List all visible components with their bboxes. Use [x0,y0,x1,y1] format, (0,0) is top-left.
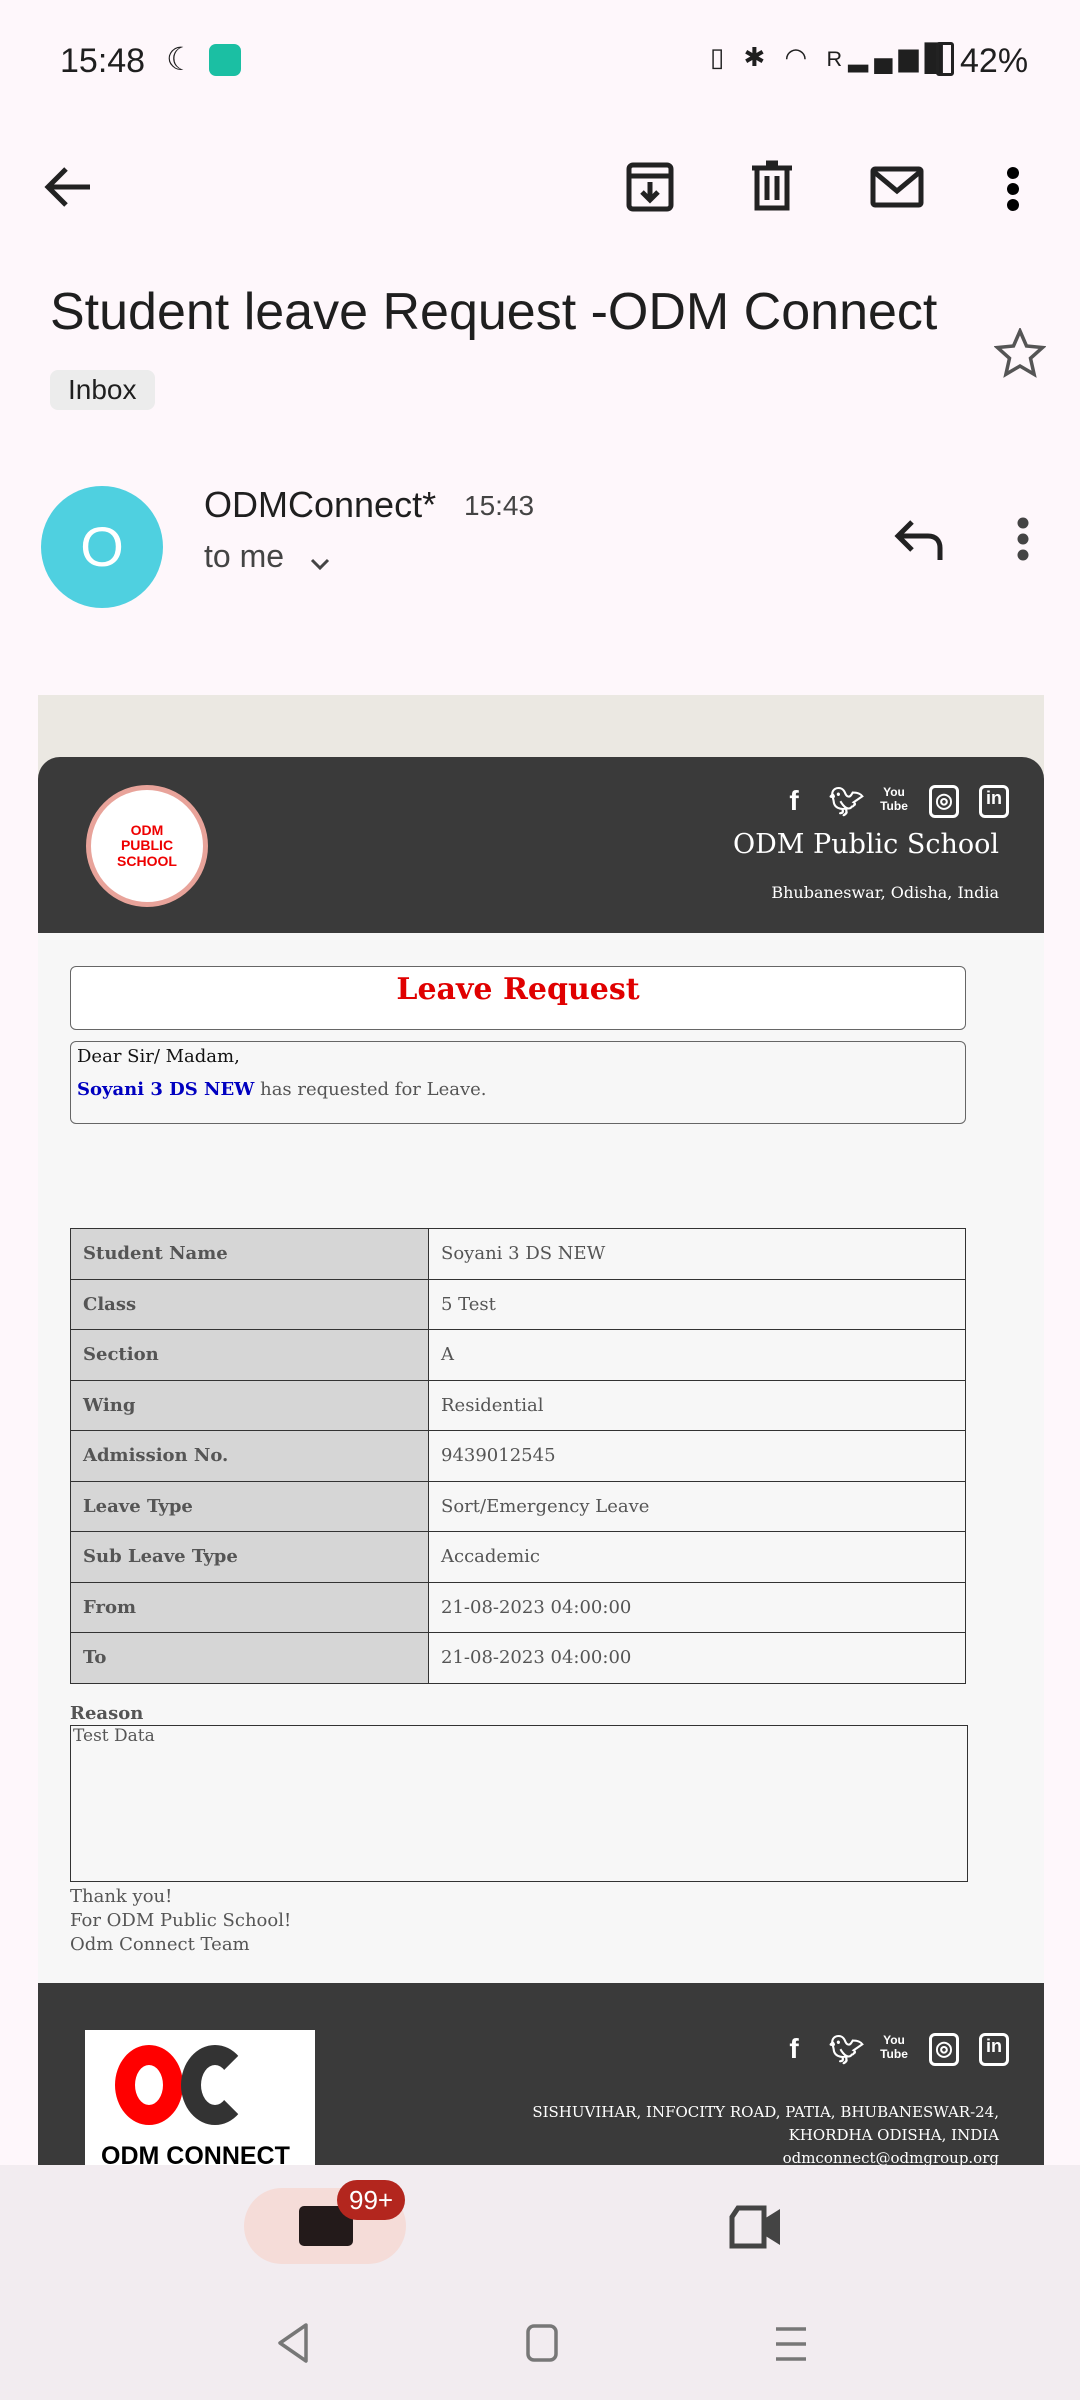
leave-content [38,933,1044,1983]
footer-address: SISHUVIHAR, INFOCITY ROAD, PATIA, BHUBANESWAR-24, KHORDHA ODISHA, INDIA odmconnect@odmgroup.org [532,2101,999,2165]
reason-box: Test Data [70,1725,968,1882]
mark-unread-icon[interactable] [870,166,924,208]
footer-social-icons [779,2033,1009,2066]
battery-icon [936,42,954,76]
linkedin-icon[interactable]: in [979,2033,1009,2066]
student-highlight: Soyani 3 DS NEW [77,1079,255,1100]
avatar[interactable]: O [41,486,163,608]
meet-video-icon[interactable] [728,2205,784,2249]
field-value: Accademic [429,1532,966,1583]
field-value: 9439012545 [429,1431,966,1482]
leave-request-heading: Leave Request [70,966,966,1030]
school-name: ODM Public School [733,829,999,860]
greeting: Dear Sir/ Madam, [77,1046,240,1067]
school-logo: ODM PUBLIC SCHOOL [86,785,208,907]
school-location: Bhubaneswar, Odisha, India [771,883,999,902]
field-value: Sort/Emergency Leave [429,1481,966,1532]
field-label: Leave Type [71,1481,429,1532]
system-home-icon[interactable] [526,2324,560,2364]
odm-connect-logo: ODM CONNECT [85,2030,315,2165]
leave-details-table [70,1228,966,1684]
system-recents-icon[interactable] [774,2326,808,2362]
star-icon[interactable] [994,328,1046,380]
more-icon[interactable] [1004,166,1022,212]
field-value: 21-08-2023 04:00:00 [429,1633,966,1684]
back-arrow-icon[interactable] [44,165,94,209]
bottom-navigation [0,2165,1080,2400]
table-row [71,1633,966,1684]
field-label: Sub Leave Type [71,1532,429,1583]
sender-more-icon[interactable] [1014,516,1032,562]
request-text: has requested for Leave. [260,1079,487,1100]
social-icons [779,785,1009,818]
field-label: Class [71,1279,429,1330]
archive-icon[interactable] [626,162,674,212]
table-row [71,1582,966,1633]
app-notification-icon [209,44,241,76]
email-time: 15:43 [464,490,535,521]
field-value: A [429,1330,966,1381]
table-row [71,1532,966,1583]
table-row [71,1330,966,1381]
field-label: Section [71,1330,429,1381]
sign-off [70,1885,291,1957]
table-row [71,1279,966,1330]
field-value: 21-08-2023 04:00:00 [429,1582,966,1633]
twitter-icon[interactable]: 🐦︎ [829,786,865,817]
table-row [71,1229,966,1280]
footer-email[interactable]: odmconnect@odmgroup.org [782,2149,999,2165]
field-value: Residential [429,1380,966,1431]
facebook-icon[interactable]: f [789,2033,799,2064]
field-label: Wing [71,1380,429,1431]
field-label: To [71,1633,429,1684]
status-bar [0,38,1080,88]
field-label: From [71,1582,429,1633]
reply-icon[interactable] [894,518,944,562]
youtube-icon[interactable]: You Tube [880,2033,908,2061]
field-label: Admission No. [71,1431,429,1482]
clock: 15:48 [60,42,146,80]
thanks-line: Thank you! [70,1886,173,1907]
system-back-icon[interactable] [276,2322,310,2364]
moon-icon: ☾ [166,41,195,77]
instagram-icon[interactable]: ◎ [929,2033,959,2066]
table-row [71,1481,966,1532]
thanks-line: For ODM Public School! [70,1910,292,1931]
youtube-icon[interactable]: You Tube [880,785,908,813]
facebook-icon[interactable]: f [789,785,799,816]
thanks-line: Odm Connect Team [70,1934,250,1955]
email-subject: Student leave Request -ODM Connect [50,283,938,341]
linkedin-icon[interactable]: in [979,785,1009,818]
delete-icon[interactable] [750,160,794,212]
battery-level: 42% [960,42,1029,80]
field-value: 5 Test [429,1279,966,1330]
school-header [38,757,1044,933]
status-icons: ▯ ✱ ◠ R▂▄▆█ [710,42,949,72]
label-chip[interactable]: Inbox [50,370,155,410]
sender-name[interactable]: ODMConnect* [204,484,437,525]
greeting-box [70,1041,966,1124]
email-body [38,695,1044,2165]
mail-badge: 99+ [337,2180,405,2220]
instagram-icon[interactable]: ◎ [929,785,959,818]
field-label: Student Name [71,1229,429,1280]
recipient[interactable]: to me [204,538,285,574]
twitter-icon[interactable]: 🐦︎ [829,2034,865,2065]
table-row [71,1431,966,1482]
email-footer [38,1983,1044,2165]
reason-label: Reason [70,1703,144,1724]
table-row [71,1380,966,1431]
field-value: Soyani 3 DS NEW [429,1229,966,1280]
chevron-down-icon[interactable] [310,558,330,572]
